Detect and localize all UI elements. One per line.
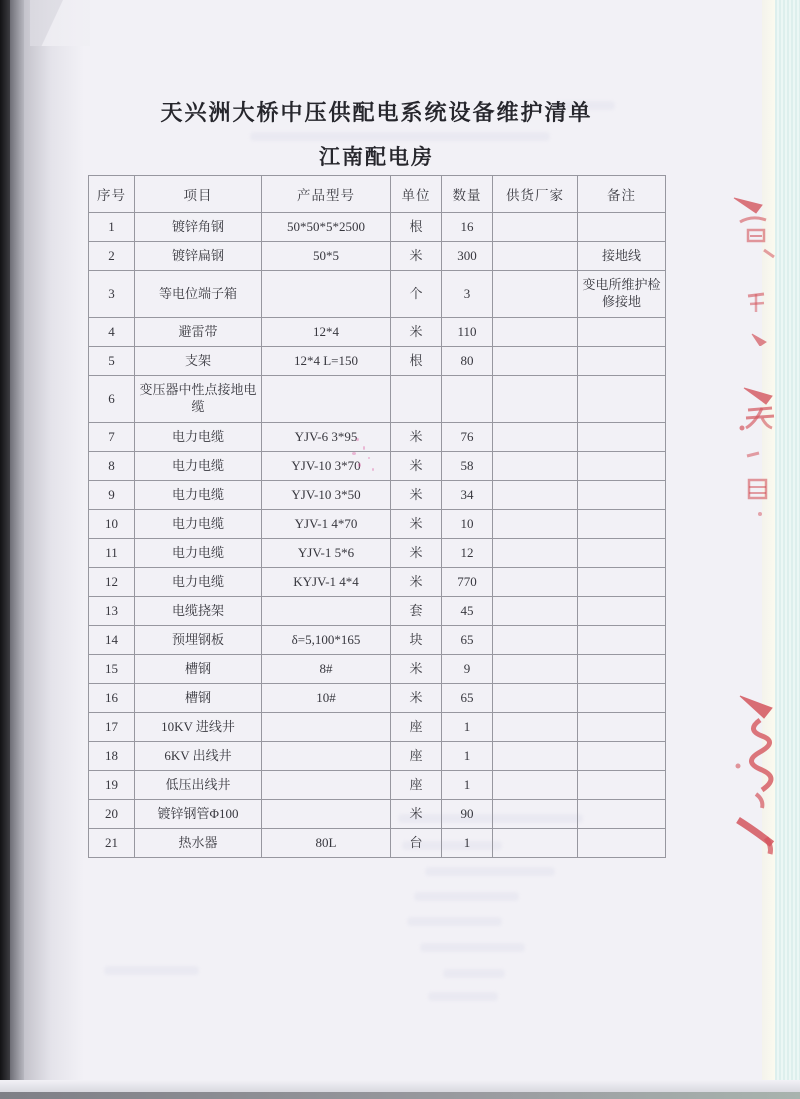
cell-remark [578, 568, 666, 597]
cell-unit: 米 [391, 800, 442, 829]
cell-unit: 米 [391, 481, 442, 510]
scan-bottom-edge [0, 1092, 800, 1099]
ghost-text-band [414, 892, 519, 901]
cell-remark [578, 423, 666, 452]
cell-no: 5 [89, 347, 135, 376]
cell-no: 11 [89, 539, 135, 568]
cell-remark [578, 347, 666, 376]
cell-no: 19 [89, 771, 135, 800]
cell-item: 镀锌钢管Φ100 [135, 800, 262, 829]
cell-supplier [493, 481, 578, 510]
ghost-text-band [425, 867, 555, 876]
document-title: 天兴洲大桥中压供配电系统设备维护清单 [160, 100, 593, 125]
ghost-text-band [104, 966, 199, 975]
cell-qty: 110 [442, 318, 493, 347]
cell-remark [578, 771, 666, 800]
scan-left-dark-edge [0, 0, 10, 1099]
cell-no: 18 [89, 742, 135, 771]
cell-model: 80L [262, 829, 391, 858]
table-row [89, 318, 666, 347]
cell-supplier [493, 539, 578, 568]
cell-qty: 300 [442, 242, 493, 271]
cell-model [262, 271, 391, 318]
cell-qty: 10 [442, 510, 493, 539]
maintenance-table [88, 175, 666, 858]
cell-model: 8# [262, 655, 391, 684]
cell-supplier [493, 684, 578, 713]
cell-unit: 米 [391, 423, 442, 452]
cell-no: 13 [89, 597, 135, 626]
column-header-0: 序号 [89, 176, 135, 213]
table-row [89, 684, 666, 713]
cell-item: 电力电缆 [135, 481, 262, 510]
table-row [89, 539, 666, 568]
cell-item: 变压器中性点接地电缆 [135, 376, 262, 423]
cell-qty: 76 [442, 423, 493, 452]
ghost-text-band [250, 132, 550, 141]
cell-supplier [493, 713, 578, 742]
cell-qty: 12 [442, 539, 493, 568]
cell-remark [578, 481, 666, 510]
column-header-6: 备注 [578, 176, 666, 213]
cell-no: 2 [89, 242, 135, 271]
cell-model: YJV-10 3*70 [262, 452, 391, 481]
cell-model [262, 771, 391, 800]
cell-unit: 台 [391, 829, 442, 858]
cell-unit: 根 [391, 213, 442, 242]
cell-unit [391, 376, 442, 423]
cell-no: 16 [89, 684, 135, 713]
cell-remark [578, 626, 666, 655]
cell-qty: 1 [442, 742, 493, 771]
page-bottom-shading [0, 1080, 800, 1092]
cell-no: 10 [89, 510, 135, 539]
cell-item: 槽钢 [135, 684, 262, 713]
cell-remark [578, 510, 666, 539]
cell-no: 21 [89, 829, 135, 858]
cell-unit: 座 [391, 771, 442, 800]
table-row [89, 829, 666, 858]
cell-supplier [493, 829, 578, 858]
cell-unit: 块 [391, 626, 442, 655]
column-header-5: 供货厂家 [493, 176, 578, 213]
table-row [89, 771, 666, 800]
column-header-3: 单位 [391, 176, 442, 213]
scan-left-shadow [10, 0, 24, 1099]
cell-supplier [493, 800, 578, 829]
cell-no: 20 [89, 800, 135, 829]
cell-item: 低压出线井 [135, 771, 262, 800]
cell-no: 9 [89, 481, 135, 510]
cell-remark [578, 539, 666, 568]
cell-supplier [493, 347, 578, 376]
cell-item: 电缆挠架 [135, 597, 262, 626]
cell-item: 电力电缆 [135, 510, 262, 539]
cell-supplier [493, 423, 578, 452]
cell-unit: 根 [391, 347, 442, 376]
cell-qty: 65 [442, 684, 493, 713]
cell-model: 50*5 [262, 242, 391, 271]
cell-model [262, 713, 391, 742]
cell-remark: 接地线 [578, 242, 666, 271]
cell-unit: 米 [391, 684, 442, 713]
cell-item: 避雷带 [135, 318, 262, 347]
cell-item: 支架 [135, 347, 262, 376]
table-row [89, 452, 666, 481]
cell-model [262, 597, 391, 626]
cell-model: 12*4 L=150 [262, 347, 391, 376]
cell-item: 电力电缆 [135, 568, 262, 597]
cell-remark [578, 452, 666, 481]
cell-remark [578, 829, 666, 858]
table-row [89, 242, 666, 271]
cell-supplier [493, 376, 578, 423]
cell-supplier [493, 742, 578, 771]
table-row [89, 568, 666, 597]
cell-no: 7 [89, 423, 135, 452]
cell-remark [578, 742, 666, 771]
table-row [89, 271, 666, 318]
cell-no: 14 [89, 626, 135, 655]
cell-unit: 座 [391, 713, 442, 742]
cell-qty: 45 [442, 597, 493, 626]
table-row [89, 713, 666, 742]
ghost-text-band [443, 969, 505, 978]
table-row [89, 423, 666, 452]
cell-unit: 米 [391, 655, 442, 684]
cell-model [262, 376, 391, 423]
cell-item: 6KV 出线井 [135, 742, 262, 771]
ghost-text-band [428, 992, 498, 1001]
table-header-row [89, 176, 666, 213]
cell-no: 6 [89, 376, 135, 423]
document-subtitle: 江南配电房 [319, 145, 434, 169]
cell-model: YJV-6 3*95 [262, 423, 391, 452]
cell-qty: 90 [442, 800, 493, 829]
cell-item: 等电位端子箱 [135, 271, 262, 318]
cell-qty: 9 [442, 655, 493, 684]
page-right-edge [762, 0, 775, 1099]
cell-model: δ=5,100*165 [262, 626, 391, 655]
cell-model: 50*50*5*2500 [262, 213, 391, 242]
cell-item: 镀锌角钢 [135, 213, 262, 242]
cell-supplier [493, 655, 578, 684]
cell-no: 17 [89, 713, 135, 742]
cell-qty: 1 [442, 829, 493, 858]
cell-unit: 米 [391, 242, 442, 271]
table-row [89, 213, 666, 242]
cell-supplier [493, 510, 578, 539]
cell-item: 电力电缆 [135, 423, 262, 452]
cell-model: YJV-1 5*6 [262, 539, 391, 568]
cell-qty: 1 [442, 771, 493, 800]
table-row [89, 481, 666, 510]
cell-unit: 米 [391, 539, 442, 568]
cell-model [262, 742, 391, 771]
ghost-text-band [420, 943, 525, 952]
cell-supplier [493, 242, 578, 271]
cell-item: 电力电缆 [135, 452, 262, 481]
cell-unit: 米 [391, 510, 442, 539]
scan-right-strip [775, 0, 800, 1099]
page-left-shading [24, 0, 84, 1099]
cell-supplier [493, 213, 578, 242]
table-row [89, 742, 666, 771]
cell-qty: 34 [442, 481, 493, 510]
cell-remark [578, 318, 666, 347]
cell-supplier [493, 452, 578, 481]
cell-unit: 米 [391, 318, 442, 347]
cell-qty: 65 [442, 626, 493, 655]
table-row [89, 800, 666, 829]
cell-no: 8 [89, 452, 135, 481]
cell-supplier [493, 271, 578, 318]
cell-remark: 变电所维护检修接地 [578, 271, 666, 318]
cell-remark [578, 713, 666, 742]
cell-no: 12 [89, 568, 135, 597]
table-row [89, 510, 666, 539]
cell-supplier [493, 626, 578, 655]
cell-no: 3 [89, 271, 135, 318]
cell-unit: 米 [391, 452, 442, 481]
cell-item: 预埋钢板 [135, 626, 262, 655]
cell-remark [578, 655, 666, 684]
cell-qty: 16 [442, 213, 493, 242]
cell-remark [578, 800, 666, 829]
cell-unit: 个 [391, 271, 442, 318]
cell-model: 12*4 [262, 318, 391, 347]
cell-unit: 座 [391, 742, 442, 771]
cell-no: 15 [89, 655, 135, 684]
table-row [89, 655, 666, 684]
cell-qty: 80 [442, 347, 493, 376]
column-header-1: 项目 [135, 176, 262, 213]
table-row [89, 376, 666, 423]
cell-model: YJV-10 3*50 [262, 481, 391, 510]
cell-item: 镀锌扁钢 [135, 242, 262, 271]
cell-qty: 58 [442, 452, 493, 481]
cell-supplier [493, 568, 578, 597]
page-corner-fold [30, 0, 90, 46]
cell-remark [578, 213, 666, 242]
cell-model: KYJV-1 4*4 [262, 568, 391, 597]
cell-qty: 1 [442, 713, 493, 742]
cell-model: YJV-1 4*70 [262, 510, 391, 539]
table-row [89, 626, 666, 655]
column-header-2: 产品型号 [262, 176, 391, 213]
column-header-4: 数量 [442, 176, 493, 213]
cell-item: 电力电缆 [135, 539, 262, 568]
cell-supplier [493, 771, 578, 800]
cell-unit: 套 [391, 597, 442, 626]
cell-qty [442, 376, 493, 423]
cell-no: 1 [89, 213, 135, 242]
cell-item: 10KV 进线井 [135, 713, 262, 742]
cell-remark [578, 597, 666, 626]
cell-qty: 770 [442, 568, 493, 597]
ghost-text-band [407, 917, 502, 926]
cell-model: 10# [262, 684, 391, 713]
cell-item: 热水器 [135, 829, 262, 858]
cell-no: 4 [89, 318, 135, 347]
cell-supplier [493, 597, 578, 626]
cell-supplier [493, 318, 578, 347]
cell-remark [578, 376, 666, 423]
cell-model [262, 800, 391, 829]
table-row [89, 347, 666, 376]
stamp-fragment-dash [744, 448, 764, 462]
cell-unit: 米 [391, 568, 442, 597]
table-row [89, 597, 666, 626]
cell-item: 槽钢 [135, 655, 262, 684]
cell-qty: 3 [442, 271, 493, 318]
cell-remark [578, 684, 666, 713]
